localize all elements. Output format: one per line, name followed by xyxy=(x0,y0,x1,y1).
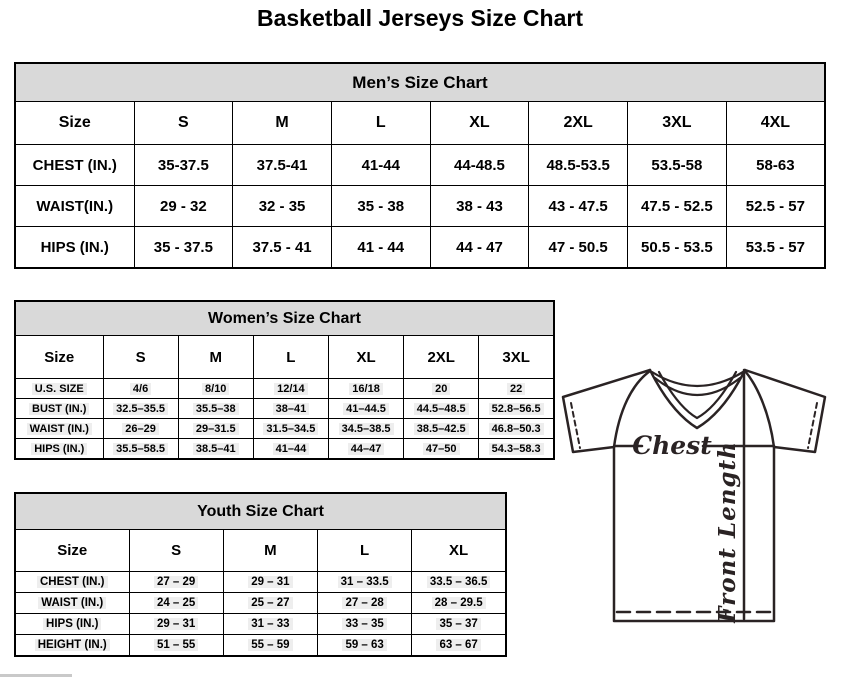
table-row xyxy=(15,419,554,439)
youth-section-title: Youth Size Chart xyxy=(15,493,506,530)
front-length-label: Front Length xyxy=(714,441,741,623)
size-value: 53.5 - 57 xyxy=(726,227,825,269)
size-value: 25 – 27 xyxy=(223,593,317,614)
men-section-title: Men’s Size Chart xyxy=(15,63,825,102)
column-header-4xl: 4XL xyxy=(726,102,825,145)
size-value: 63 – 67 xyxy=(412,635,506,657)
jersey-right-armhole-seam xyxy=(745,371,774,447)
page-title: Basketball Jerseys Size Chart xyxy=(256,5,583,31)
size-value: 58-63 xyxy=(726,145,825,186)
size-value: 50.5 - 53.5 xyxy=(628,227,727,269)
size-value: 35 - 37.5 xyxy=(134,227,233,269)
size-value: 47–50 xyxy=(404,439,479,460)
size-value: 43 - 47.5 xyxy=(529,186,628,227)
column-header-m: M xyxy=(223,530,317,572)
row-label: CHEST (IN.) xyxy=(15,572,129,593)
column-header-s: S xyxy=(129,530,223,572)
jersey-body-outline xyxy=(614,447,774,621)
size-value: 44.5–48.5 xyxy=(404,399,479,419)
table-row xyxy=(15,439,554,460)
size-value: 31 – 33 xyxy=(223,614,317,635)
row-label: WAIST (IN.) xyxy=(15,593,129,614)
youth-size-chart-table xyxy=(14,492,507,657)
size-value: 41–44.5 xyxy=(328,399,403,419)
column-header-s: S xyxy=(103,336,178,379)
size-value: 41 - 44 xyxy=(331,227,430,269)
size-value: 52.8–56.5 xyxy=(479,399,554,419)
size-value: 35-37.5 xyxy=(134,145,233,186)
size-value: 47.5 - 52.5 xyxy=(628,186,727,227)
table-row xyxy=(15,635,506,657)
size-value: 54.3–58.3 xyxy=(479,439,554,460)
size-value: 29–31.5 xyxy=(178,419,253,439)
size-value: 38.5–42.5 xyxy=(404,419,479,439)
jersey-measurement-diagram xyxy=(558,360,840,674)
size-value: 29 - 32 xyxy=(134,186,233,227)
size-value: 44-48.5 xyxy=(430,145,529,186)
jersey-cuff-dash-right xyxy=(808,403,817,448)
size-value: 37.5-41 xyxy=(233,145,332,186)
size-value: 52.5 - 57 xyxy=(726,186,825,227)
size-value: 29 – 31 xyxy=(129,614,223,635)
row-label: HEIGHT (IN.) xyxy=(15,635,129,657)
column-header-l: L xyxy=(331,102,430,145)
table-row xyxy=(15,379,554,399)
mens-size-chart-table xyxy=(14,62,826,269)
size-value: 59 – 63 xyxy=(318,635,412,657)
row-label: WAIST(IN.) xyxy=(15,186,134,227)
size-value: 28 – 29.5 xyxy=(412,593,506,614)
size-value: 32 - 35 xyxy=(233,186,332,227)
column-header-2xl: 2XL xyxy=(404,336,479,379)
size-value: 41-44 xyxy=(331,145,430,186)
table-row xyxy=(15,593,506,614)
size-value: 33 – 35 xyxy=(318,614,412,635)
size-value: 16/18 xyxy=(328,379,403,399)
size-value: 33.5 – 36.5 xyxy=(412,572,506,593)
row-label: CHEST (IN.) xyxy=(15,145,134,186)
row-label: HIPS (IN.) xyxy=(15,227,134,269)
size-value: 38.5–41 xyxy=(178,439,253,460)
size-value: 24 – 25 xyxy=(129,593,223,614)
size-value: 12/14 xyxy=(253,379,328,399)
table-row xyxy=(15,399,554,419)
size-value: 22 xyxy=(479,379,554,399)
size-value: 8/10 xyxy=(178,379,253,399)
column-header-m: M xyxy=(178,336,253,379)
column-header-m: M xyxy=(233,102,332,145)
size-value: 31.5–34.5 xyxy=(253,419,328,439)
size-value: 55 – 59 xyxy=(223,635,317,657)
jersey-cuff-dash-left xyxy=(571,403,580,448)
size-value: 29 – 31 xyxy=(223,572,317,593)
column-header-s: S xyxy=(134,102,233,145)
size-value: 44–47 xyxy=(328,439,403,460)
table-row xyxy=(15,186,825,227)
table-row xyxy=(15,572,506,593)
size-value: 51 – 55 xyxy=(129,635,223,657)
column-header-l: L xyxy=(253,336,328,379)
size-value: 37.5 - 41 xyxy=(233,227,332,269)
size-value: 32.5–35.5 xyxy=(103,399,178,419)
column-header-2xl: 2XL xyxy=(529,102,628,145)
row-label: U.S. SIZE xyxy=(15,379,103,399)
jersey-right-sleeve xyxy=(745,370,825,452)
column-header-xl: XL xyxy=(328,336,403,379)
size-value: 44 - 47 xyxy=(430,227,529,269)
women-section-title: Women’s Size Chart xyxy=(15,301,554,336)
size-value: 38–41 xyxy=(253,399,328,419)
column-header-size: Size xyxy=(15,336,103,379)
size-value: 48.5-53.5 xyxy=(529,145,628,186)
table-row xyxy=(15,145,825,186)
table-row xyxy=(15,614,506,635)
row-label: HIPS (IN.) xyxy=(15,614,129,635)
size-value: 47 - 50.5 xyxy=(529,227,628,269)
womens-size-chart-table xyxy=(14,300,555,460)
size-value: 35.5–38 xyxy=(178,399,253,419)
size-value: 27 – 28 xyxy=(318,593,412,614)
size-value: 27 – 29 xyxy=(129,572,223,593)
column-header-size: Size xyxy=(15,102,134,145)
column-header-3xl: 3XL xyxy=(628,102,727,145)
size-value: 20 xyxy=(404,379,479,399)
column-header-3xl: 3XL xyxy=(479,336,554,379)
size-value: 26–29 xyxy=(103,419,178,439)
screen-edge-artifact xyxy=(0,674,72,677)
column-header-l: L xyxy=(318,530,412,572)
size-value: 53.5-58 xyxy=(628,145,727,186)
column-header-xl: XL xyxy=(430,102,529,145)
chest-label: Chest xyxy=(632,431,712,460)
size-value: 35 - 38 xyxy=(331,186,430,227)
table-row xyxy=(15,227,825,269)
size-value: 31 – 33.5 xyxy=(318,572,412,593)
row-label: BUST (IN.) xyxy=(15,399,103,419)
size-value: 35.5–58.5 xyxy=(103,439,178,460)
size-value: 35 – 37 xyxy=(412,614,506,635)
size-value: 41–44 xyxy=(253,439,328,460)
size-value: 46.8–50.3 xyxy=(479,419,554,439)
column-header-size: Size xyxy=(15,530,129,572)
column-header-xl: XL xyxy=(412,530,506,572)
row-label: WAIST (IN.) xyxy=(15,419,103,439)
size-value: 34.5–38.5 xyxy=(328,419,403,439)
row-label: HIPS (IN.) xyxy=(15,439,103,460)
size-value: 38 - 43 xyxy=(430,186,529,227)
size-value: 4/6 xyxy=(103,379,178,399)
